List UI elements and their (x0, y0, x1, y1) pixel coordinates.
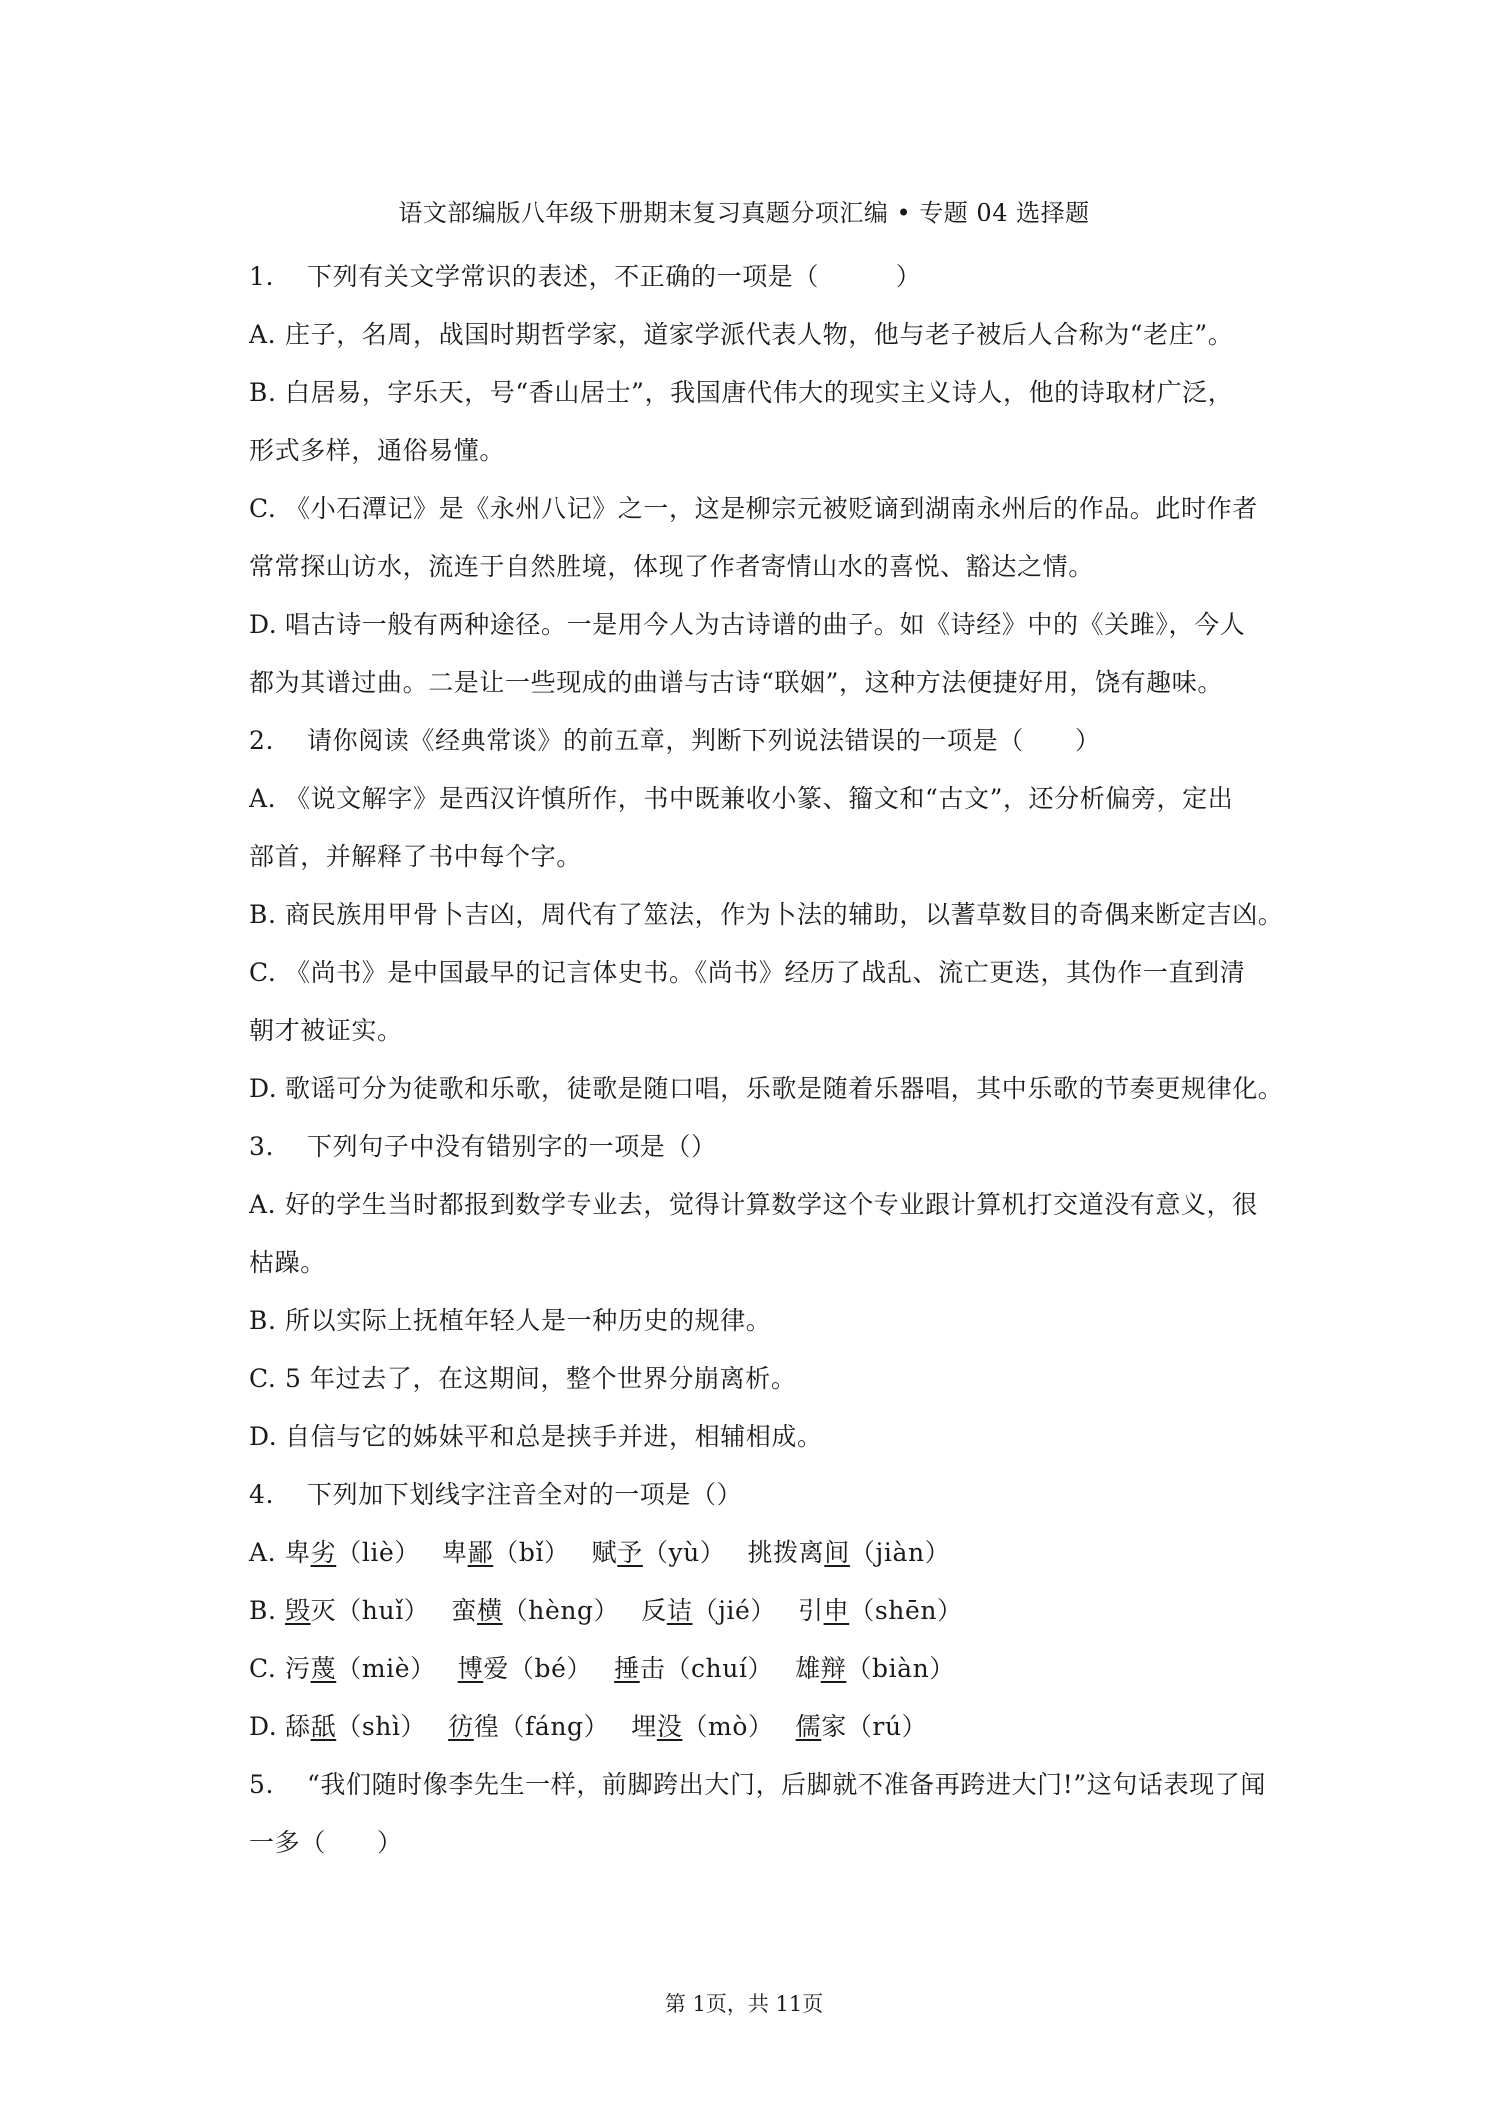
option-text: 自信与它的姊妹平和总是挟手并进，相辅相成。 (285, 1422, 823, 1451)
option-letter: C. (249, 494, 277, 523)
option-text: 形式多样，通俗易懂。 (249, 436, 506, 465)
option-letter: C. (249, 958, 277, 987)
option-letter: A. (249, 1190, 277, 1219)
word-prefix: 埋 (631, 1712, 657, 1741)
underlined-char: 间 (824, 1538, 850, 1567)
pinyin-reading: 家（rú） (821, 1712, 928, 1741)
option-line (249, 828, 1299, 886)
pinyin-reading: （yù） (642, 1538, 726, 1567)
pinyin-reading: 灭（huǐ） (310, 1596, 430, 1625)
pinyin-item (798, 1596, 963, 1625)
document-body (249, 248, 1299, 1872)
option-line (249, 1640, 1299, 1698)
underlined-char: 没 (656, 1712, 683, 1741)
pinyin-reading: （bǐ） (493, 1538, 570, 1567)
option-line (249, 1002, 1299, 1060)
pinyin-item (285, 1596, 429, 1625)
pinyin-item (641, 1596, 776, 1625)
option-letter: B. (249, 378, 277, 407)
pinyin-item (631, 1712, 773, 1741)
option-line (249, 1524, 1299, 1582)
option-text: 部首，并解释了书中每个字。 (249, 842, 582, 871)
option-letter: D. (249, 610, 278, 639)
question-text: 一多（ ） (249, 1828, 403, 1857)
option-line (249, 364, 1299, 422)
underlined-char: 蔑 (310, 1654, 337, 1683)
option-line (249, 1350, 1299, 1408)
option-line (249, 480, 1299, 538)
option-letter: C. (249, 1364, 277, 1393)
pinyin-reading: 击（chuí） (639, 1654, 774, 1683)
option-text: 《尚书》是中国最早的记言体史书。《尚书》经历了战乱、流亡更迭，其伪作一直到清 (285, 958, 1246, 987)
pinyin-item (795, 1654, 955, 1683)
question-number: 5. (249, 1770, 275, 1799)
option-line (249, 1234, 1299, 1292)
question-text: 下列句子中没有错别字的一项是（） (307, 1132, 717, 1161)
pinyin-reading: 徨（fáng） (473, 1712, 610, 1741)
word-prefix: 引 (798, 1596, 824, 1625)
option-text: 朝才被证实。 (249, 1016, 403, 1045)
underlined-char: 彷 (448, 1712, 474, 1741)
pinyin-reading: （miè） (336, 1654, 436, 1683)
pinyin-item (451, 1596, 619, 1625)
pinyin-item (614, 1654, 773, 1683)
word-prefix: 卑 (442, 1538, 468, 1567)
option-letter: B. (249, 1306, 277, 1335)
option-line (249, 596, 1299, 654)
pinyin-reading: （jiàn） (849, 1538, 951, 1567)
option-letter: D. (249, 1074, 278, 1103)
pinyin-reading: （shēn） (849, 1596, 963, 1625)
question-text: 下列加下划线字注音全对的一项是（） (307, 1480, 743, 1509)
question-number: 4. (249, 1480, 275, 1509)
underlined-char: 捶 (614, 1654, 640, 1683)
question-stem (249, 1814, 1299, 1872)
word-prefix: 雄 (795, 1654, 821, 1683)
underlined-char: 博 (457, 1654, 484, 1683)
option-text: 好的学生当时都报到数学专业去，觉得计算数学这个专业跟计算机打交道没有意义，很 (285, 1190, 1258, 1219)
pinyin-item (285, 1538, 420, 1567)
pinyin-item (285, 1712, 426, 1741)
word-prefix: 反 (641, 1596, 667, 1625)
question-number: 3. (249, 1132, 275, 1161)
question-stem (249, 248, 1299, 306)
question-stem (249, 1118, 1299, 1176)
underlined-char: 予 (617, 1538, 643, 1567)
option-text: 商民族用甲骨卜吉凶，周代有了筮法，作为卜法的辅助，以蓍草数目的奇偶来断定吉凶。 (285, 900, 1284, 929)
option-text: 歌谣可分为徒歌和乐歌，徒歌是随口唱，乐歌是随着乐器唱，其中乐歌的节奏更规律化。 (285, 1074, 1284, 1103)
question-number: 1. (249, 262, 275, 291)
question-text: 请你阅读《经典常谈》的前五章，判断下列说法错误的一项是（ ） (307, 726, 1101, 755)
option-line (249, 1698, 1299, 1756)
pinyin-reading: （mò） (682, 1712, 774, 1741)
underlined-char: 劣 (310, 1538, 337, 1567)
word-prefix: 卑 (285, 1538, 311, 1567)
option-line (249, 1060, 1299, 1118)
underlined-char: 鄙 (467, 1538, 494, 1567)
option-line (249, 1582, 1299, 1640)
option-text: 都为其谱过曲。二是让一些现成的曲谱与古诗“联姻”，这种方法便捷好用，饶有趣味。 (249, 668, 1223, 697)
option-line (249, 422, 1299, 480)
option-text: 枯躁。 (249, 1248, 326, 1277)
underlined-char: 辩 (820, 1654, 847, 1683)
option-text: 白居易，字乐天，号“香山居士”，我国唐代伟大的现实主义诗人，他的诗取材广泛， (285, 378, 1234, 407)
word-prefix: 赋 (591, 1538, 618, 1567)
option-letter: A. (249, 1538, 277, 1567)
pinyin-reading: （shì） (336, 1712, 427, 1741)
option-text: 常常探山访水，流连于自然胜境，体现了作者寄情山水的喜悦、豁达之情。 (249, 552, 1094, 581)
page-footer: 第 1页，共 11页 (664, 1992, 824, 2016)
pinyin-reading: （biàn） (846, 1654, 955, 1683)
option-line (249, 1292, 1299, 1350)
option-text: 庄子，名周，战国时期哲学家，道家学派代表人物，他与老子被后人合称为“老庄”。 (285, 320, 1234, 349)
pinyin-reading: （hèng） (502, 1596, 620, 1625)
option-letter: A. (249, 784, 277, 813)
underlined-char: 毁 (285, 1596, 311, 1625)
pinyin-item (458, 1654, 592, 1683)
option-letter: B. (249, 900, 277, 929)
word-prefix: 蛮 (451, 1596, 478, 1625)
pinyin-item (442, 1538, 570, 1567)
document-title: 语文部编版八年级下册期末复习真题分项汇编 • 专题 04 选择题 (398, 199, 1090, 227)
question-number: 2. (249, 726, 275, 755)
option-text: 《说文解字》是西汉许慎所作，书中既兼收小篆、籀文和“古文”，还分析偏旁，定出 (285, 784, 1234, 813)
pinyin-item (796, 1712, 928, 1741)
pinyin-reading: 爱（bé） (483, 1654, 593, 1683)
word-prefix: 舔 (285, 1712, 311, 1741)
option-line (249, 306, 1299, 364)
word-prefix: 污 (285, 1654, 311, 1683)
question-stem (249, 712, 1299, 770)
option-line (249, 654, 1299, 712)
pinyin-reading: （liè） (336, 1538, 421, 1567)
question-text: 下列有关文学常识的表述，不正确的一项是（ ） (307, 262, 922, 291)
underlined-char: 申 (823, 1596, 850, 1625)
option-line (249, 886, 1299, 944)
pinyin-reading: （jié） (692, 1596, 777, 1625)
option-line (249, 538, 1299, 596)
underlined-char: 儒 (795, 1712, 822, 1741)
question-text: “我们随时像李先生一样，前脚跨出大门，后脚就不准备再跨进大门!”这句话表现了闻 (307, 1770, 1267, 1799)
option-letter: C. (249, 1654, 277, 1683)
option-line (249, 1176, 1299, 1234)
pinyin-item (448, 1712, 609, 1741)
option-letter: D. (249, 1422, 278, 1451)
option-line (249, 770, 1299, 828)
word-prefix: 挑拨离 (747, 1538, 825, 1567)
option-text: 5 年过去了，在这期间，整个世界分崩离析。 (285, 1364, 797, 1393)
pinyin-item (285, 1654, 436, 1683)
question-stem (249, 1466, 1299, 1524)
option-text: 《小石潭记》是《永州八记》之一，这是柳宗元被贬谪到湖南永州后的作品。此时作者 (285, 494, 1258, 523)
underlined-char: 诘 (666, 1596, 693, 1625)
option-letter: B. (249, 1596, 277, 1625)
option-text: 唱古诗一般有两种途径。一是用今人为古诗谱的曲子。如《诗经》中的《关雎》，今人 (285, 610, 1246, 639)
pinyin-item (747, 1538, 950, 1567)
underlined-char: 横 (477, 1596, 503, 1625)
question-stem (249, 1756, 1299, 1814)
pinyin-item (592, 1538, 726, 1567)
underlined-char: 舐 (310, 1712, 337, 1741)
option-letter: D. (249, 1712, 278, 1741)
option-letter: A. (249, 320, 277, 349)
option-text: 所以实际上抚植年轻人是一种历史的规律。 (285, 1306, 772, 1335)
option-line (249, 944, 1299, 1002)
option-line (249, 1408, 1299, 1466)
